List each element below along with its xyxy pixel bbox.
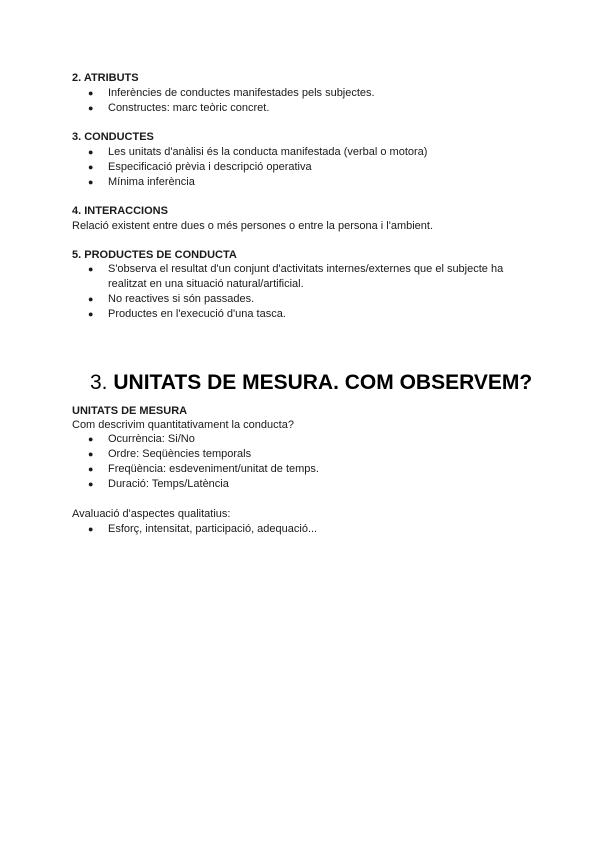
- unitats-intro: Com descrivim quantitativament la conducta?: [72, 419, 294, 431]
- list-item: ● Inferències de conductes manifestades pels subjectes.: [88, 87, 375, 99]
- section-heading-conductes: 3. CONDUCTES: [72, 131, 154, 143]
- productes-list: [72, 262, 532, 322]
- bullet-icon: ●: [88, 449, 94, 459]
- bullet-icon: ●: [88, 464, 94, 474]
- list-item: ● Mínima inferència: [88, 176, 195, 188]
- section-heading-productes: 5. PRODUCTES DE CONDUCTA: [72, 249, 237, 261]
- bullet-icon: ●: [88, 479, 94, 489]
- bullet-icon: ●: [88, 147, 94, 157]
- bullet-icon: ●: [88, 177, 94, 187]
- section-heading-unitats: UNITATS DE MESURA: [72, 405, 188, 417]
- section-heading-interaccions: 4. INTERACCIONS: [72, 205, 168, 217]
- bullet-icon: ●: [88, 524, 94, 534]
- bullet-icon: ●: [88, 103, 94, 113]
- interaccions-text: Relació existent entre dues o més persones o entre la persona i l'ambient.: [72, 220, 434, 232]
- conductes-list: [72, 145, 532, 190]
- chapter-title-text: UNITATS DE MESURA. COM OBSERVEM?: [113, 371, 533, 394]
- bullet-icon: ●: [88, 264, 94, 274]
- list-item: ● S'observa el resultat d'un conjunt d'activitats internes/externes que el subjecte ha realitzat en una situació natural/artificial.: [88, 263, 504, 290]
- bullet-icon: ●: [88, 162, 94, 172]
- bullet-icon: ●: [88, 88, 94, 98]
- list-item: ● Ocurrència: Si/No: [88, 433, 195, 445]
- bullet-icon: ●: [88, 294, 94, 304]
- bullet-icon: ●: [88, 309, 94, 319]
- section-heading-atributs: 2. ATRIBUTS: [72, 72, 139, 84]
- qualitatius-intro: Avaluació d'aspectes qualitatius:: [72, 508, 231, 520]
- unitats-list: [72, 432, 532, 492]
- list-item: ● Esforç, intensitat, participació, adequació...: [88, 523, 318, 535]
- chapter-number: 3.: [90, 371, 108, 394]
- list-item: ● No reactives si són passades.: [88, 293, 255, 305]
- list-item: ● Constructes: marc teòric concret.: [88, 102, 270, 114]
- atributs-list: [72, 86, 532, 116]
- list-item: ● Especificació prèvia i descripció operativa: [88, 161, 312, 173]
- list-item: ● Productes en l'execució d'una tasca.: [88, 308, 286, 320]
- qualitatius-list: [72, 522, 532, 537]
- list-item: ● Duració: Temps/Latència: [88, 478, 229, 490]
- list-item: ● Les unitats d'anàlisi és la conducta manifestada (verbal o motora): [88, 146, 428, 158]
- chapter-title: [90, 370, 532, 396]
- bullet-icon: ●: [88, 434, 94, 444]
- list-item: ● Ordre: Seqüències temporals: [88, 448, 252, 460]
- list-item: ● Freqüència: esdeveniment/unitat de temps.: [88, 463, 319, 475]
